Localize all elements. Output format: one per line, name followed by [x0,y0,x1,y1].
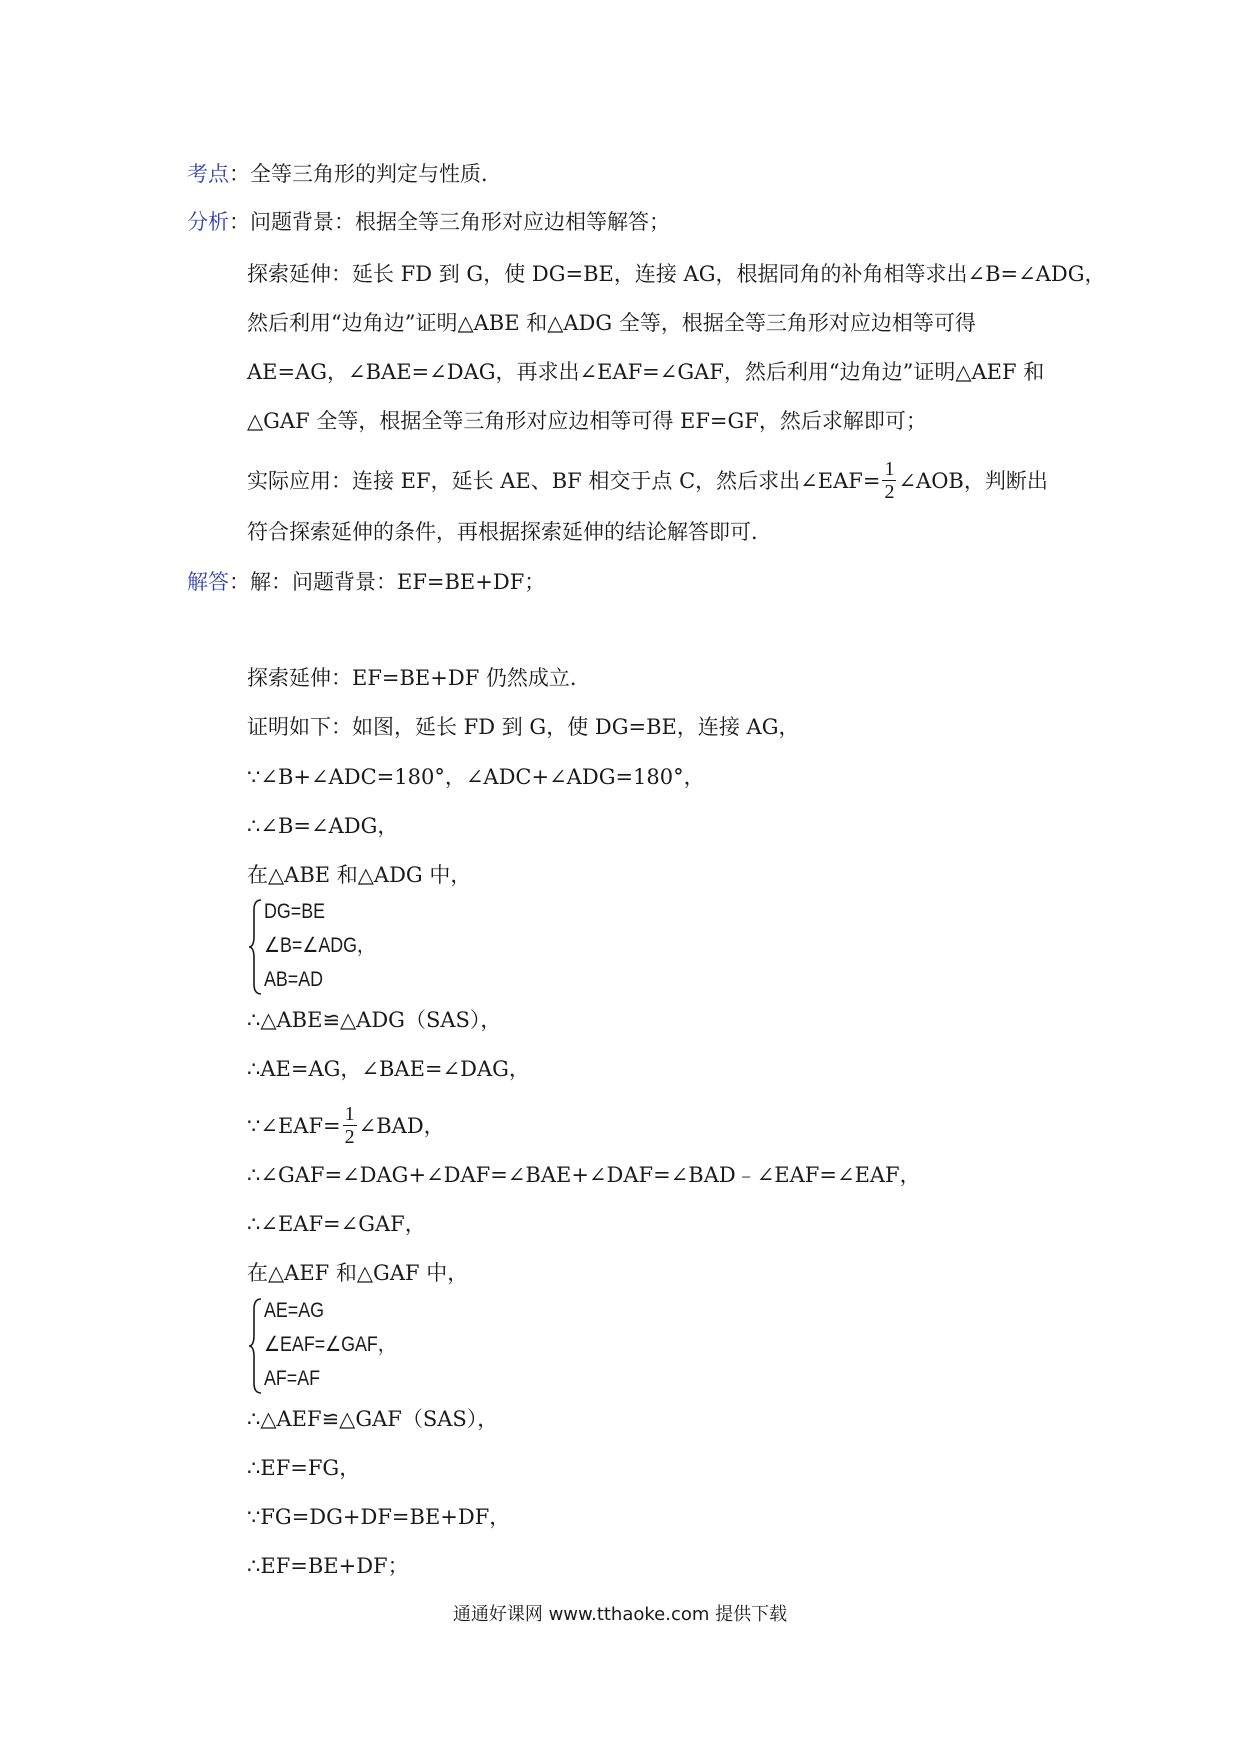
fenxi-line-4: AE=AG，∠BAE=∠DAG，再求出∠EAF=∠GAF，然后利用“边角边”证明△AEF 和 [247,360,1045,384]
jieda-line-14: ∴EF=FG， [247,1456,361,1480]
jieda-line-4: ∵∠B+∠ADC=180°，∠ADC+∠ADG=180°， [247,765,705,789]
jieda-line-16: ∴EF=BE+DF； [247,1554,409,1578]
footer-source: 通通好课网 www.tthaoke.com 提供下载 [452,1604,788,1625]
system-2-row-2: ∠EAF=∠GAF， [264,1333,396,1356]
jieda-text-9a: ∵∠EAF= [247,1114,341,1138]
jieda-line-13: ∴△AEF≌△GAF（SAS）， [247,1407,499,1431]
fraction-denominator-2: 2 [344,1126,355,1148]
left-brace-icon [248,898,264,996]
jieda-line-9 [247,1105,445,1150]
jieda-line-3: 证明如下：如图，延长 FD 到 G，使 DG=BE，连接 AG， [247,715,800,739]
jieda-line-1 [187,568,545,596]
jieda-line-12: 在△AEF 和△GAF 中， [247,1261,469,1285]
fraction-numerator: 1 [884,458,895,480]
fenxi-line-1 [187,208,670,236]
jieda-line-10: ∴∠GAF=∠DAG+∠DAF=∠BAE+∠DAF=∠BAD﹣∠EAF=∠EAF， [247,1163,921,1187]
system-1-row-1: DG=BE [264,900,326,923]
fraction-half-2 [343,1103,357,1148]
equation-system-1 [248,898,448,998]
kaodian-text: ：全等三角形的判定与性质． [229,162,502,186]
system-1-row-2: ∠B=∠ADG， [264,934,375,957]
fenxi-line-2: 探索延伸：延长 FD 到 G，使 DG=BE，连接 AG，根据同角的补角相等求出∠B=∠ADG， [247,262,1106,286]
jieda-text-1: ：解：问题背景：EF=BE+DF； [229,570,546,594]
fenxi-text-6b: ∠AOB，判断出 [898,469,1048,493]
jieda-label: 解答 [187,570,229,594]
jieda-line-6: 在△ABE 和△ADG 中， [247,863,472,887]
jieda-line-15: ∵FG=DG+DF=BE+DF， [247,1505,511,1529]
jieda-line-11: ∴∠EAF=∠GAF， [247,1212,426,1236]
fenxi-text-1: ：问题背景：根据全等三角形对应边相等解答； [229,210,670,234]
system-2-row-3: AF=AF [264,1367,321,1390]
jieda-text-9b: ∠BAD， [358,1114,445,1138]
jieda-line-5: ∴∠B=∠ADG， [247,814,399,838]
fraction-denominator: 2 [884,481,895,503]
jieda-line-8: ∴AE=AG，∠BAE=∠DAG， [247,1057,530,1081]
fenxi-label: 分析 [187,210,229,234]
fenxi-line-6 [247,460,1048,505]
jieda-line-7: ∴△ABE≌△ADG（SAS）， [247,1008,502,1032]
kaodian-line [187,160,502,188]
kaodian-label: 考点 [187,162,229,186]
fenxi-text-6a: 实际应用：连接 EF，延长 AE、BF 相交于点 C，然后求出∠EAF= [247,469,881,493]
fraction-half [882,458,896,503]
jieda-line-2: 探索延伸：EF=BE+DF 仍然成立． [247,666,591,690]
equation-system-2 [248,1297,448,1397]
fenxi-line-7: 符合探索延伸的条件，再根据探索延伸的结论解答即可． [247,520,772,544]
fenxi-line-5: △GAF 全等，根据全等三角形对应边相等可得 EF=GF，然后求解即可； [247,409,927,433]
system-2-row-1: AE=AG [264,1299,325,1322]
system-1-row-3: AB=AD [264,968,324,991]
fenxi-line-3: 然后利用“边角边”证明△ABE 和△ADG 全等，根据全等三角形对应边相等可得 [247,311,976,335]
left-brace-icon [248,1297,264,1395]
fraction-numerator-2: 1 [344,1103,355,1125]
